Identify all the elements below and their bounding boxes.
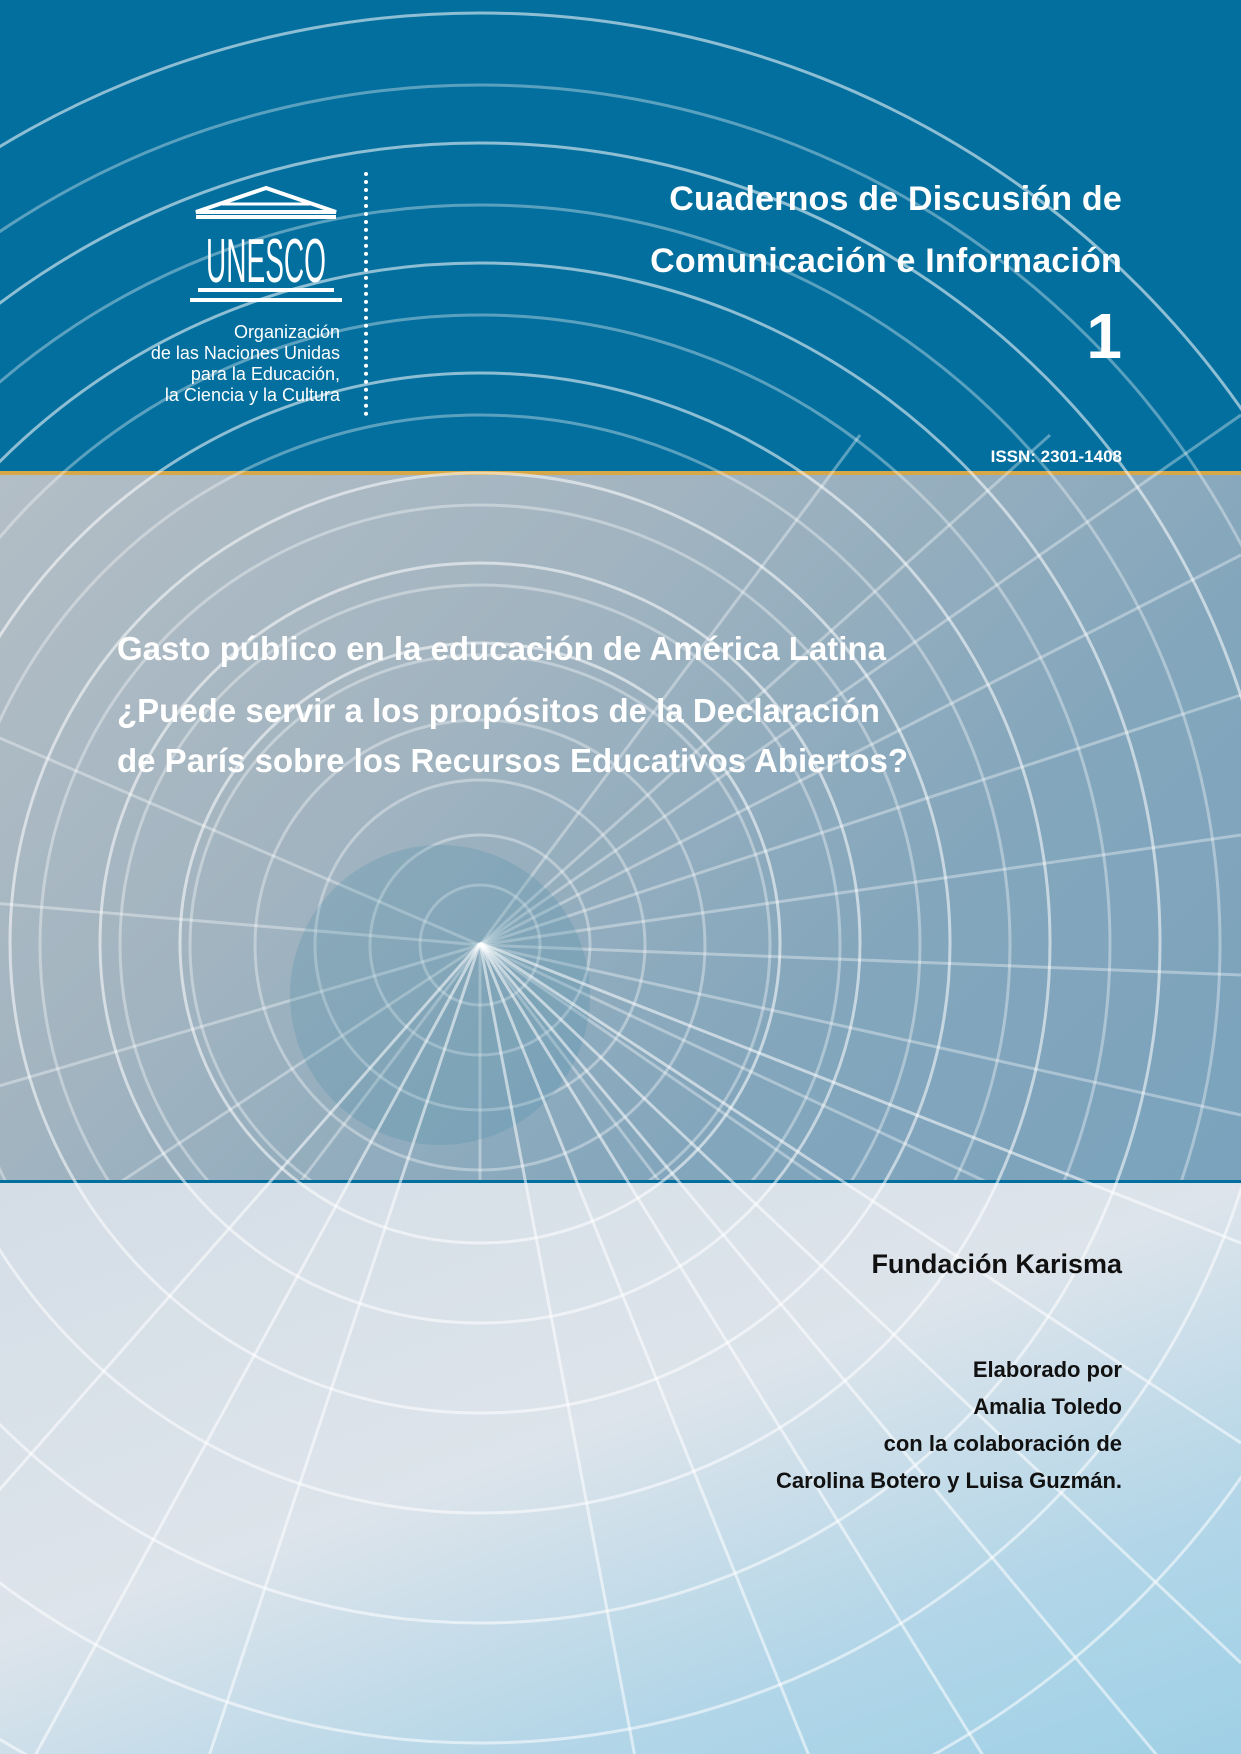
- organization-name: [100, 322, 340, 406]
- series-title-line: Cuadernos de Discusión de: [669, 180, 1122, 218]
- document-title: Gasto público en la educación de América Latina: [117, 630, 886, 667]
- series-title-line: Comunicación e Información: [650, 242, 1122, 280]
- subtitle-line: de París sobre los Recursos Educativos Abiertos?: [117, 742, 909, 779]
- org-line: para la Educación,: [190, 364, 340, 384]
- credit-line: Carolina Botero y Luisa Guzmán.: [776, 1468, 1122, 1493]
- dotted-divider: [364, 172, 368, 416]
- org-line: la Ciencia y la Cultura: [164, 385, 340, 405]
- unesco-logo: [188, 184, 344, 308]
- credit-line: con la colaboración de: [883, 1431, 1122, 1456]
- credit-line: Amalia Toledo: [973, 1394, 1122, 1419]
- org-line: de las Naciones Unidas: [150, 343, 340, 363]
- issue-number: 1: [1086, 300, 1122, 372]
- header-band: [0, 0, 1241, 471]
- subtitle-line: ¿Puede servir a los propósitos de la Declaración: [117, 692, 880, 729]
- issn: ISSN: 2301-1408: [990, 447, 1122, 466]
- foundation-name: Fundación Karisma: [871, 1249, 1122, 1279]
- org-line: Organización: [233, 322, 340, 342]
- credit-line: Elaborado por: [972, 1357, 1122, 1382]
- author-credits: [522, 1351, 1122, 1499]
- logo-letters: UNESCO: [206, 227, 326, 296]
